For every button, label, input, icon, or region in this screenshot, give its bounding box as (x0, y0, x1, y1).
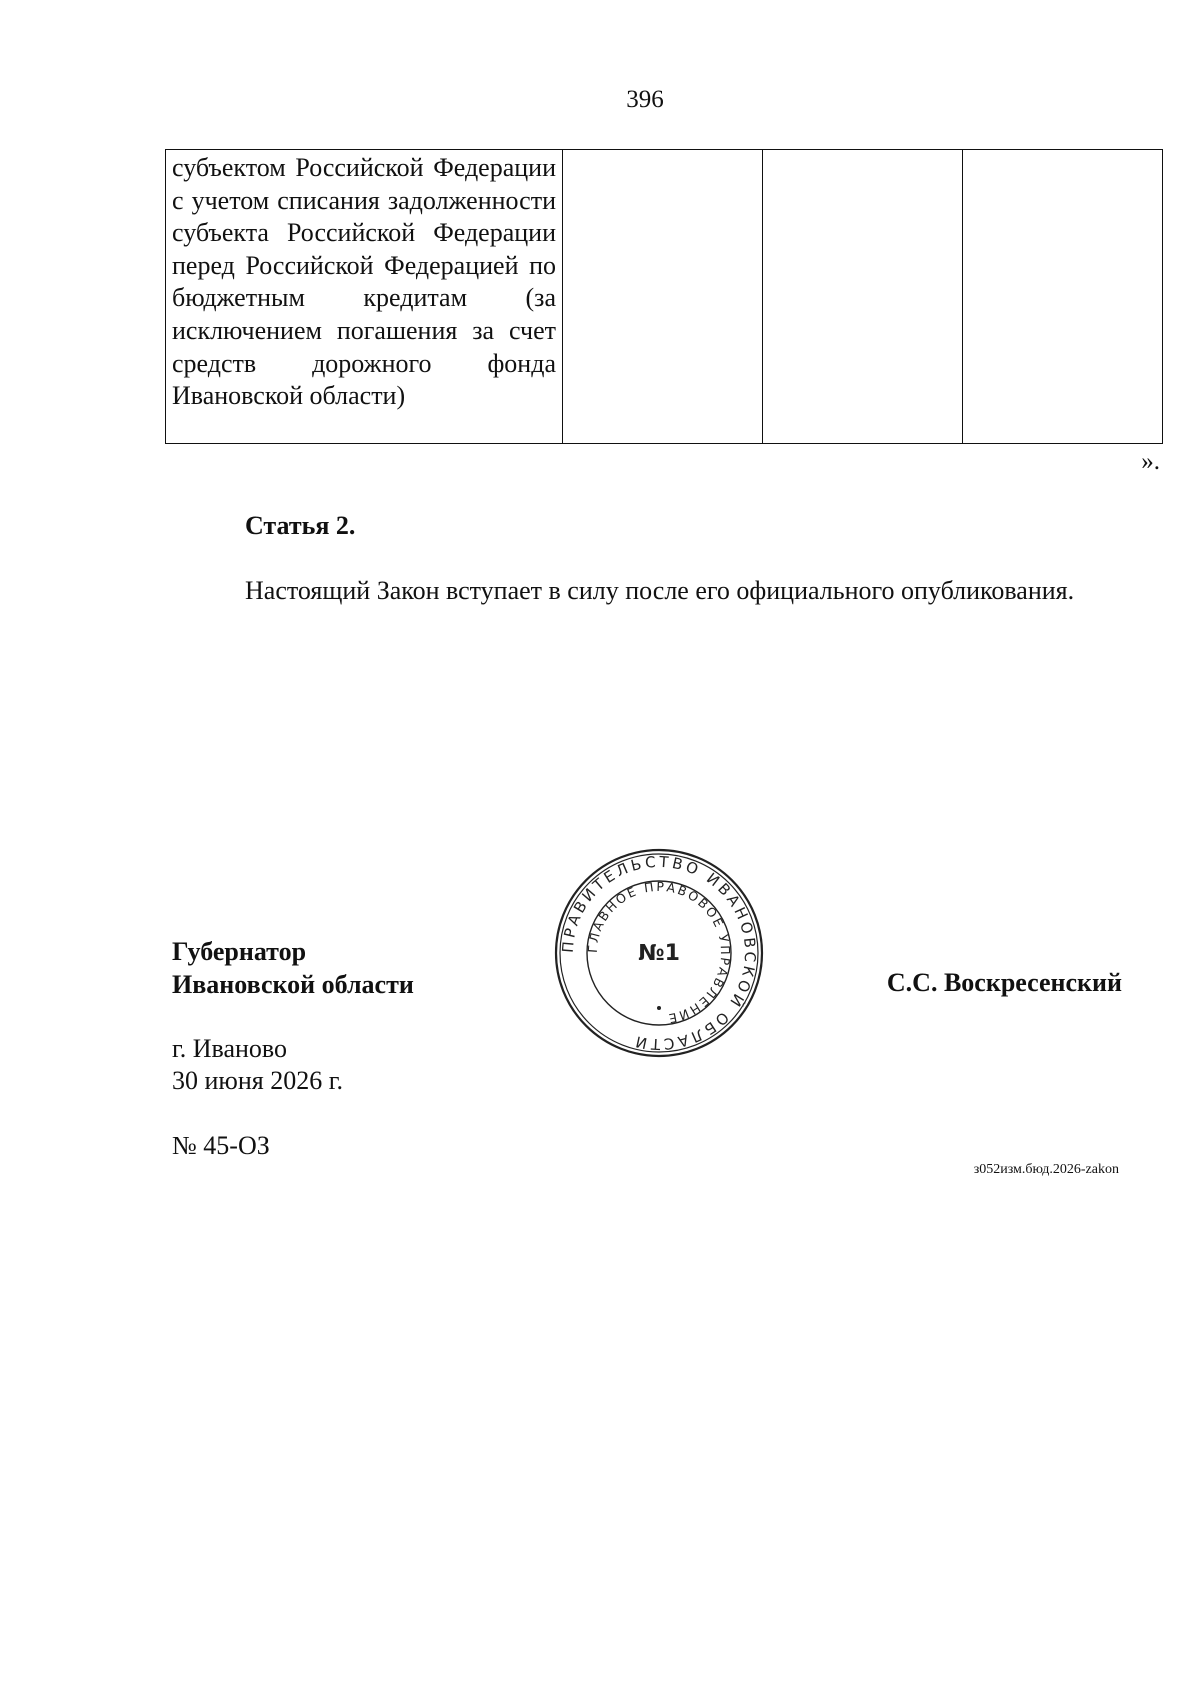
table-cell-value-2 (763, 150, 963, 444)
place-and-date (172, 1033, 343, 1097)
seal-outer-text: ПРАВИТЕЛЬСТВО ИВАНОВСКОЙ ОБЛАСТИ (558, 852, 760, 1054)
cell-text: субъектом Российской Федерации с учетом списания задолженности субъекта Российской Федерации перед Российской Федерацией по бюджетным кредитам (за исключением погашения за счет средств дорожного фонда Ивановской области) (172, 153, 556, 411)
signer-title-line1: Губернатор (172, 937, 307, 966)
page-number: 396 (626, 86, 664, 113)
signing-date: 30 июня 2026 г. (172, 1066, 343, 1095)
seal-inner-text: ГЛАВНОЕ ПРАВОВОЕ УПРАВЛЕНИЕ (584, 878, 734, 1027)
seal-icon (553, 847, 765, 1059)
seal-center-text: №1 (638, 941, 680, 966)
budget-table (165, 149, 1163, 444)
signer-title-line2: Ивановской области (172, 970, 414, 999)
law-number: № 45-ОЗ (172, 1131, 270, 1160)
file-reference: з052изм.бюд.2026-zakon (973, 1162, 1119, 1177)
signer-name: С.С. Воскресенский (886, 968, 1122, 997)
table-cell-value-1 (563, 150, 763, 444)
table-continuation (165, 149, 1162, 444)
article-body: Настоящий Закон вступает в силу после его официального опубликования. (245, 576, 1075, 605)
signer-title (172, 935, 414, 1001)
article-heading: Статья 2. (245, 511, 356, 540)
table-cell-description (166, 150, 563, 444)
table-row (166, 150, 1163, 444)
table-cell-value-3 (963, 150, 1163, 444)
place-city: г. Иваново (172, 1034, 287, 1063)
closing-quote: ». (1141, 448, 1160, 475)
official-seal (553, 847, 765, 1059)
